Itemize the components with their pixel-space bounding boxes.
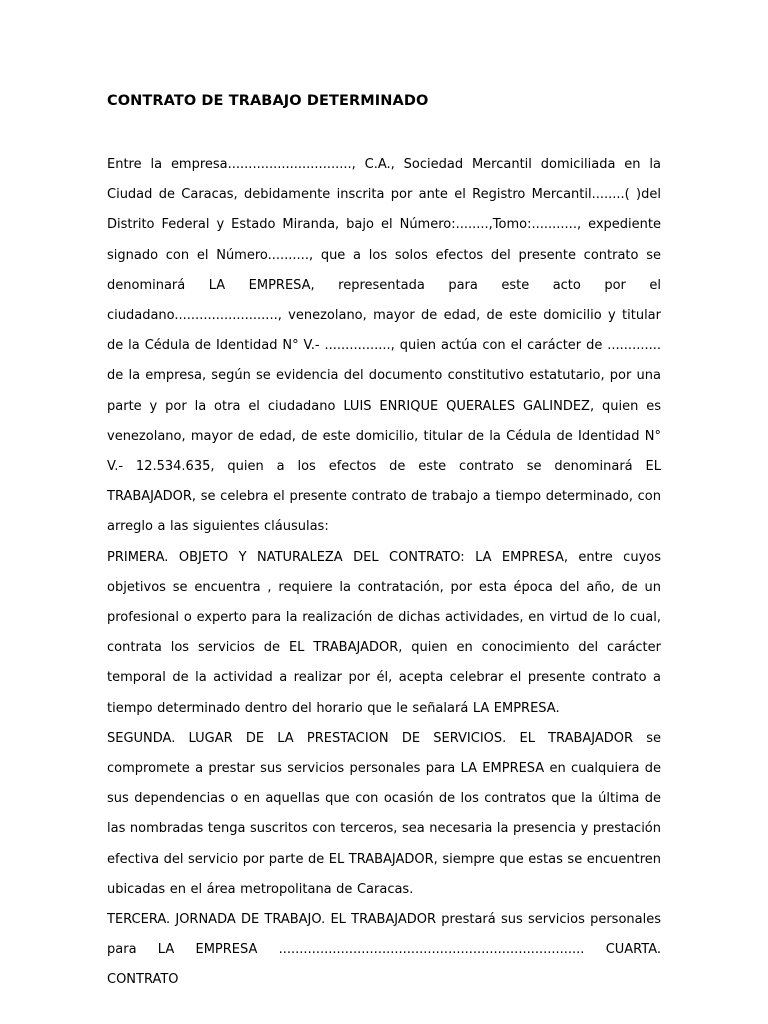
paragraph-clause-primera: PRIMERA. OBJETO Y NATURALEZA DEL CONTRATO: LA EMPRESA, entre cuyos objetivos se encuentra , requiere la contratación, por esta época del año, de un profesional o experto para la realización de dichas actividades, en virtud de lo cual, contrata los servicios de EL TRABAJADOR, quien en conocimiento del carácter temporal de la actividad a realizar por él, acepta celebrar el presente contrato a tiempo determinado dentro del horario que le señalará LA EMPRESA. [107,549,661,716]
document-body [107,150,661,996]
document-page [107,90,661,988]
document-title: CONTRATO DE TRABAJO DETERMINADO [107,93,429,109]
paragraph-clause-tercera: TERCERA. JORNADA DE TRABAJO. EL TRABAJADOR prestará sus servicios personales para LA EMPRESA .......................................................................... CUARTA. CONTRATO [107,912,661,988]
paragraph-clause-segunda: SEGUNDA. LUGAR DE LA PRESTACION DE SERVICIOS. EL TRABAJADOR se compromete a prestar sus servicios personales para LA EMPRESA en cualquiera de sus dependencias o en aquellas que con ocasión de los contratos que la última de las nombradas tenga suscritos con terceros, sea necesaria la presencia y prestación efectiva del servicio por parte de EL TRABAJADOR, siempre que estas se encuentren ubicadas en el área metropolitana de Caracas. [107,730,661,897]
paragraph-intro: Entre la empresa.............................., C.A., Sociedad Mercantil domiciliada en la Ciudad de Caracas, debidamente inscrita por ante el Registro Mercantil........( )del Distrito Federal y Estado Miranda, bajo el Número:........,Tomo:..........., expediente signado con el Número.........., que a los solos efectos del presente contrato se denominará LA EMPRESA, representada para este acto por el ciudadano........................., venezolano, mayor de edad, de este domicilio y titular de la Cédula de Identidad N° V.- ................, quien actúa con el carácter de ............. de la empresa, según se evidencia del documento constitutivo estatutario, por una parte y por la otra el ciudadano LUIS ENRIQUE QUERALES GALINDEZ, quien es venezolano, mayor de edad, de este domicilio, titular de la Cédula de Identidad N° V.- 12.534.635, quien a los efectos de este contrato se denominará EL TRABAJADOR, se celebra el presente contrato de trabajo a tiempo determinado, con arreglo a las siguientes cláusulas: [107,157,661,535]
